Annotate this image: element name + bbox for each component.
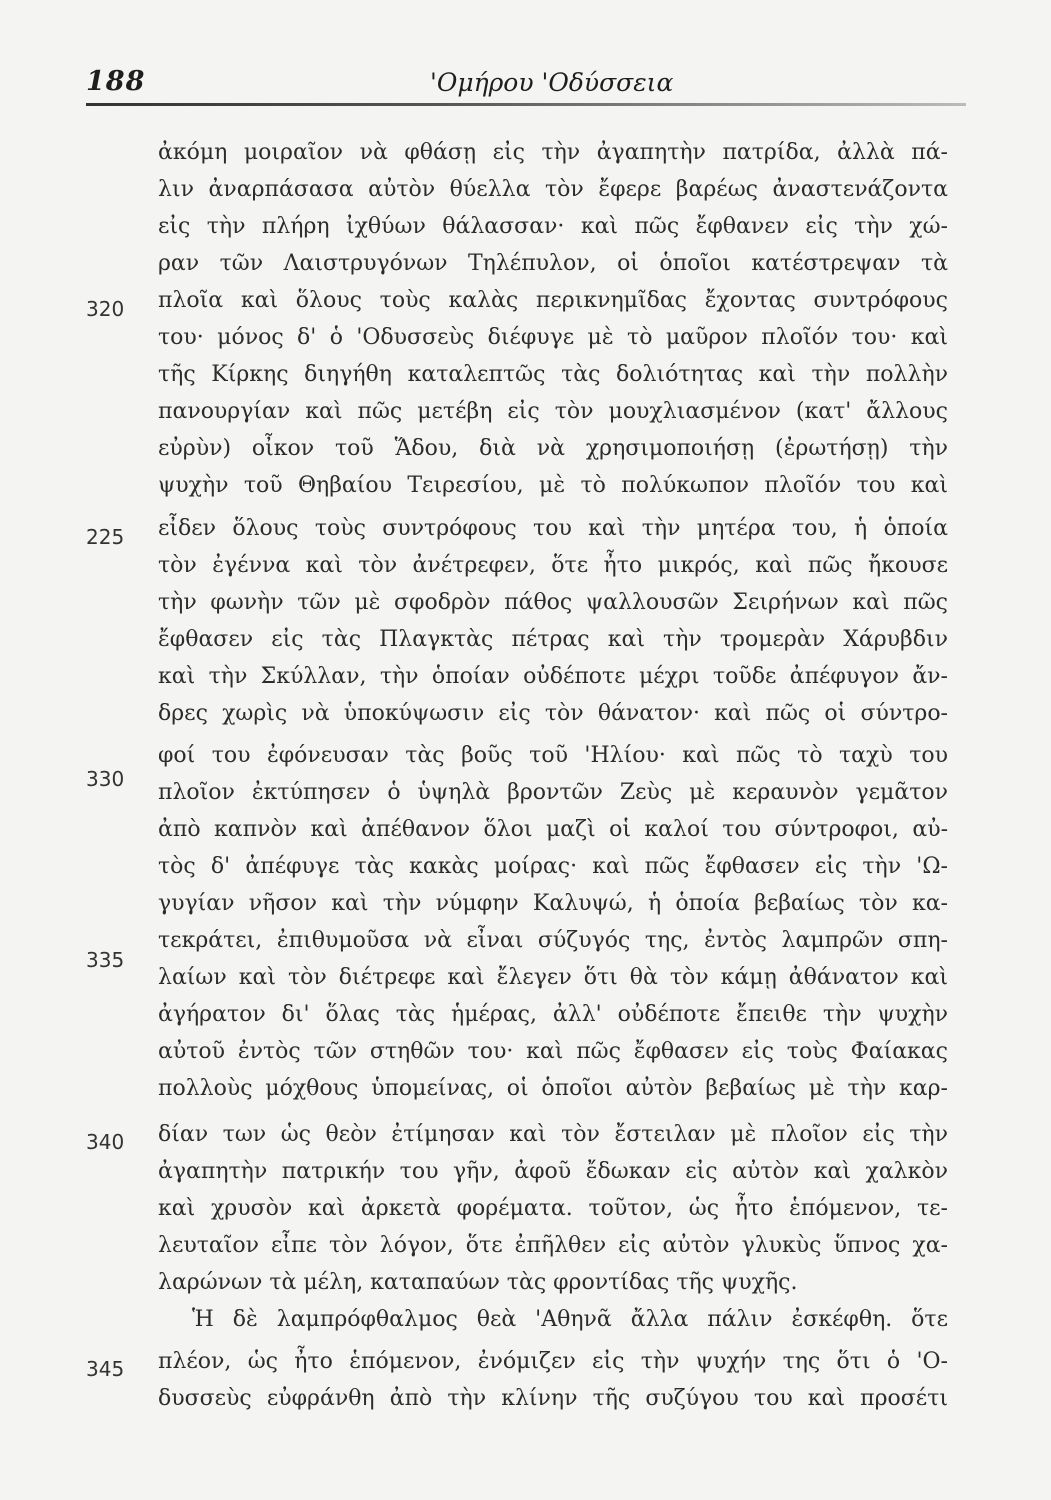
text-line: ψυχὴν τοῦ Θηβαίου Τειρεσίου, μὲ τὸ πολύκωπον πλοῖόν του καὶ <box>158 473 948 498</box>
text-line: εὐρὺν) οἶκον τοῦ Ἅδου, διὰ νὰ χρησιμοποιήσῃ (ἐρωτήσῃ) τὴν <box>158 436 948 461</box>
line-number: 225 <box>86 525 125 549</box>
text-line: εἶδεν ὅλους τοὺς συντρόφους του καὶ τὴν μητέρα του, ἡ ὁποία <box>158 516 948 541</box>
text-line: ἀγήρατον δι' ὅλας τὰς ἡμέρας, ἀλλ' οὐδέποτε ἔπειθε τὴν ψυχὴν <box>158 1002 948 1027</box>
text-line: ραν τῶν Λαιστρυγόνων Τηλέπυλον, οἱ ὁποῖοι κατέστρεψαν τὰ <box>158 251 948 276</box>
text-line: τῆς Κίρκης διηγήθη καταλεπτῶς τὰς δολιότητας καὶ τὴν πολλὴν <box>158 362 948 387</box>
text-line: τεκράτει, ἐπιθυμοῦσα νὰ εἶναι σύζυγός της, ἐντὸς λαμπρῶν σπη- <box>158 928 948 953</box>
running-title: 'Ομήρου 'Οδύσσεια <box>430 68 674 97</box>
text-line: πλοῖον ἐκτύπησεν ὁ ὑψηλὰ βροντῶν Ζεὺς μὲ κεραυνὸν γεμᾶτον <box>158 780 948 805</box>
text-line: ἀκόμη μοιραῖον νὰ φθάσῃ εἰς τὴν ἀγαπητὴν πατρίδα, ἀλλὰ πά- <box>158 140 948 165</box>
text-line: τὸς δ' ἀπέφυγε τὰς κακὰς μοίρας· καὶ πῶς ἔφθασεν εἰς τὴν 'Ω- <box>158 854 948 879</box>
text-line: γυγίαν νῆσον καὶ τὴν νύμφην Καλυψώ, ἡ ὁποία βεβαίως τὸν κα- <box>158 891 948 916</box>
text-line: του· μόνος δ' ὁ 'Οδυσσεὺς διέφυγε μὲ τὸ μαῦρον πλοῖόν του· καὶ <box>158 325 948 350</box>
line-number: 330 <box>86 767 125 791</box>
text-line: λαρώνων τὰ μέλη, καταπαύων τὰς φροντίδας τῆς ψυχῆς. <box>158 1270 798 1295</box>
text-line: τὸν ἐγέννα καὶ τὸν ἀνέτρεφεν, ὅτε ἦτο μικρός, καὶ πῶς ἤκουσε <box>158 553 948 578</box>
text-line: καὶ τὴν Σκύλλαν, τὴν ὁποίαν οὐδέποτε μέχρι τοῦδε ἀπέφυγον ἄν- <box>158 664 948 689</box>
text-line: καὶ χρυσὸν καὶ ἀρκετὰ φορέματα. τοῦτον, ὡς ἦτο ἑπόμενον, τε- <box>158 1196 948 1221</box>
line-number: 320 <box>86 297 125 321</box>
text-line: λαίων καὶ τὸν διέτρεφε καὶ ἔλεγεν ὅτι θὰ τὸν κάμῃ ἀθάνατον καὶ <box>158 965 948 990</box>
line-number: 335 <box>86 948 125 972</box>
text-line: πλοῖα καὶ ὅλους τοὺς καλὰς περικνημῖδας ἔχοντας συντρόφους <box>158 288 948 313</box>
text-line: αὐτοῦ ἐντὸς τῶν στηθῶν του· καὶ πῶς ἔφθασεν εἰς τοὺς Φαίακας <box>158 1039 948 1064</box>
text-line: εἰς τὴν πλήρη ἰχθύων θάλασσαν· καὶ πῶς ἔφθανεν εἰς τὴν χώ- <box>158 214 948 239</box>
text-line: ἔφθασεν εἰς τὰς Πλαγκτὰς πέτρας καὶ τὴν τρομερὰν Χάρυβδιν <box>158 627 948 652</box>
line-number: 340 <box>86 1130 125 1154</box>
text-line: δρες χωρὶς νὰ ὑποκύψωσιν εἰς τὸν θάνατον· καὶ πῶς οἱ σύντρο- <box>158 701 948 726</box>
page-number: 188 <box>86 66 146 97</box>
text-line: πολλοὺς μόχθους ὑπομείνας, οἱ ὁποῖοι αὐτὸν βεβαίως μὲ τὴν καρ- <box>158 1076 948 1101</box>
text-line: τὴν φωνὴν τῶν μὲ σφοδρὸν πάθος ψαλλουσῶν Σειρήνων καὶ πῶς <box>158 590 948 615</box>
text-line: δυσσεὺς εὐφράνθη ἀπὸ τὴν κλίνην τῆς συζύγου του καὶ προσέτι <box>158 1386 948 1411</box>
line-number: 345 <box>86 1357 125 1381</box>
text-line: δίαν των ὡς θεὸν ἐτίμησαν καὶ τὸν ἔστειλαν μὲ πλοῖον εἰς τὴν <box>158 1122 948 1147</box>
text-line: πανουργίαν καὶ πῶς μετέβη εἰς τὸν μουχλιασμένον (κατ' ἄλλους <box>158 399 948 424</box>
text-line: ἀπὸ καπνὸν καὶ ἀπέθανον ὅλοι μαζὶ οἱ καλοί του σύντροφοι, αὐ- <box>158 817 948 842</box>
text-line: φοί του ἐφόνευσαν τὰς βοῦς τοῦ 'Ηλίου· καὶ πῶς τὸ ταχὺ του <box>158 743 948 768</box>
header-rule <box>86 103 966 106</box>
text-line: πλέον, ὡς ἦτο ἑπόμενον, ἐνόμιζεν εἰς τὴν ψυχήν της ὅτι ὁ 'Ο- <box>158 1349 948 1374</box>
text-line: ἀγαπητὴν πατρικήν του γῆν, ἀφοῦ ἔδωκαν εἰς αὐτὸν καὶ χαλκὸν <box>158 1159 948 1184</box>
text-line: Ἡ δὲ λαμπρόφθαλμος θεὰ 'Αθηνᾶ ἄλλα πάλιν ἐσκέφθη. ὅτε <box>192 1307 948 1332</box>
text-line: λευταῖον εἶπε τὸν λόγον, ὅτε ἐπῆλθεν εἰς αὐτὸν γλυκὺς ὕπνος χα- <box>158 1233 948 1258</box>
text-line: λιν ἀναρπάσασα αὐτὸν θύελλα τὸν ἔφερε βαρέως ἀναστενάζοντα <box>158 177 948 202</box>
